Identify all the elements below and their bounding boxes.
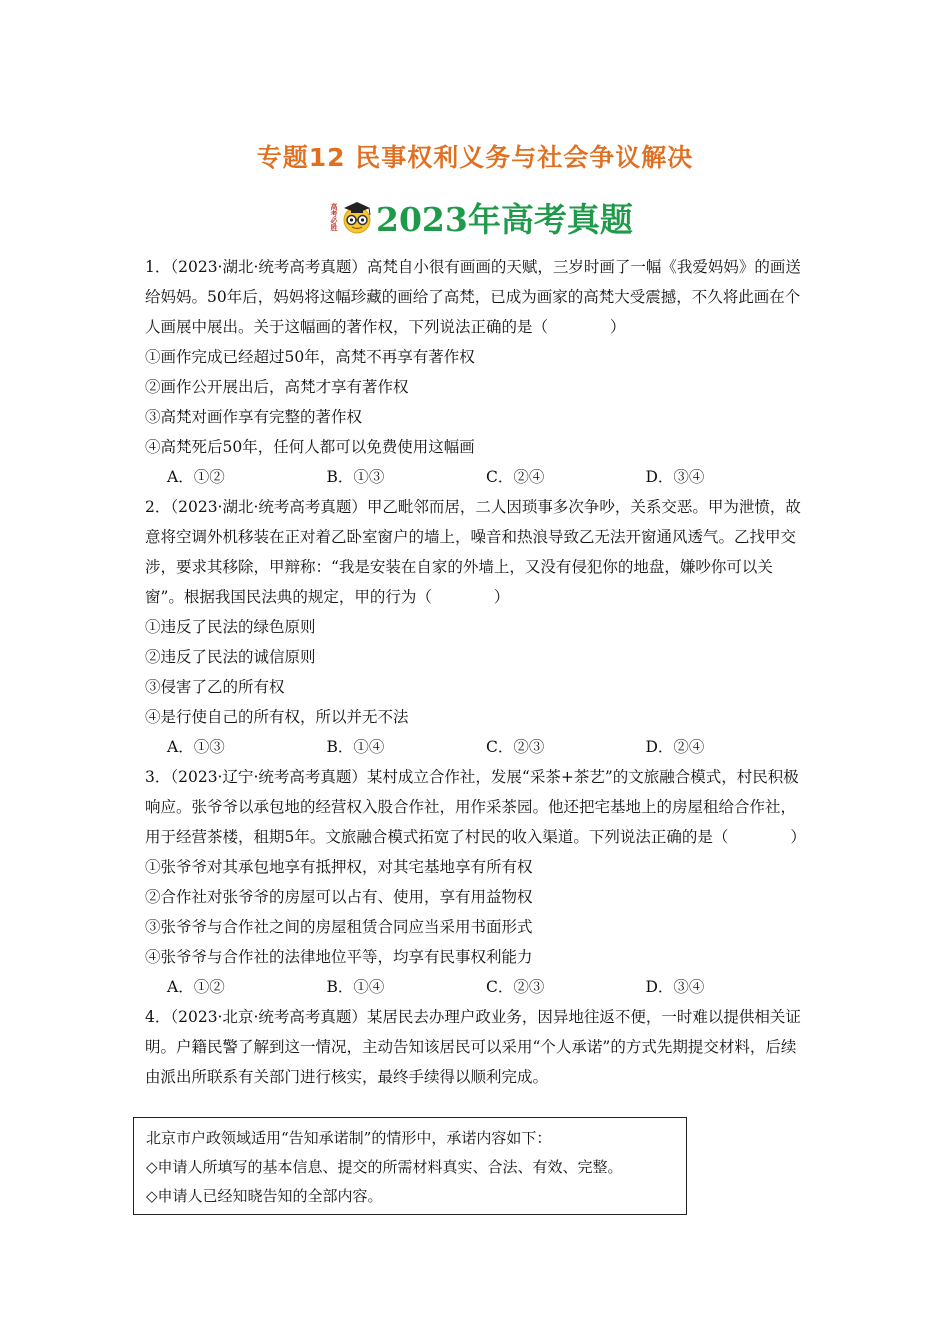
document-title: 专题12 民事权利义务与社会争议解决 bbox=[256, 143, 694, 172]
choice-a[interactable]: A．①② bbox=[167, 468, 225, 486]
statement-option: ④张爷爷与合作社的法律地位平等，均享有民事权利能力 bbox=[145, 948, 533, 966]
answer-choices bbox=[145, 732, 805, 762]
material-line: 北京市户政领域适用“告知承诺制”的情形中，承诺内容如下： bbox=[146, 1129, 552, 1147]
statement-option: ④是行使自己的所有权，所以并无不法 bbox=[145, 708, 409, 726]
statement-option: ③张爷爷与合作社之间的房屋租赁合同应当采用书面形式 bbox=[145, 918, 533, 936]
statement-option: ②违反了民法的诚信原则 bbox=[145, 648, 316, 666]
question-2 bbox=[145, 492, 805, 762]
question-3 bbox=[145, 762, 805, 1002]
graduate-emoji-icon bbox=[340, 199, 374, 235]
statement-option: ①违反了民法的绿色原则 bbox=[145, 618, 316, 636]
statement-option: ③侵害了乙的所有权 bbox=[145, 678, 285, 696]
section-badge: 高考必胜 bbox=[330, 203, 338, 231]
choice-d[interactable]: D．②④ bbox=[645, 738, 705, 756]
answer-choices bbox=[145, 462, 805, 492]
statement-option: ④高梵死后50年，任何人都可以免费使用这幅画 bbox=[145, 438, 475, 456]
statement-option: ①画作完成已经超过50年，高梵不再享有著作权 bbox=[145, 348, 475, 366]
statement-option: ②画作公开展出后，高梵才享有著作权 bbox=[145, 378, 409, 396]
question-4 bbox=[145, 1002, 805, 1092]
choice-b[interactable]: B．①③ bbox=[326, 468, 385, 486]
section-header bbox=[330, 192, 633, 242]
choice-b[interactable]: B．①④ bbox=[326, 978, 385, 996]
material-box bbox=[133, 1117, 687, 1215]
choice-c[interactable]: C．②③ bbox=[486, 978, 545, 996]
choice-a[interactable]: A．①② bbox=[167, 978, 225, 996]
question-stem: 1．（2023·湖北·统考高考真题）高梵自小很有画画的天赋，三岁时画了一幅《我爱妈妈》的画送给妈妈。50年后，妈妈将这幅珍藏的画给了高梵，已成为画家的高梵大受震撼，不久将此画在个人画展中展出。关于这幅画的著作权，下列说法正确的是（ ） bbox=[145, 258, 801, 336]
choice-c[interactable]: C．②③ bbox=[486, 738, 545, 756]
question-list bbox=[145, 252, 805, 1092]
question-stem: 3．（2023·辽宁·统考高考真题）某村成立合作社，发展“采茶+茶艺”的文旅融合模式，村民积极响应。张爷爷以承包地的经营权入股合作社，用作采茶园。他还把宅基地上的房屋租给合作社，用于经营茶楼，租期5年。文旅融合模式拓宽了村民的收入渠道。下列说法正确的是（ ） bbox=[145, 768, 806, 846]
choice-d[interactable]: D．③④ bbox=[645, 978, 705, 996]
choice-d[interactable]: D．③④ bbox=[645, 468, 705, 486]
section-title: 2023年高考真题 bbox=[376, 199, 633, 239]
choice-b[interactable]: B．①④ bbox=[326, 738, 385, 756]
statement-option: ②合作社对张爷爷的房屋可以占有、使用，享有用益物权 bbox=[145, 888, 533, 906]
question-1 bbox=[145, 252, 805, 492]
question-stem: 4．（2023·北京·统考高考真题）某居民去办理户政业务，因异地往返不便，一时难以提供相关证明。户籍民警了解到这一情况，主动告知该居民可以采用“个人承诺”的方式先期提交材料，后续由派出所联系有关部门进行核实，最终手续得以顺利完成。 bbox=[145, 1008, 801, 1086]
choice-c[interactable]: C．②④ bbox=[486, 468, 545, 486]
material-line: ◇申请人已经知晓告知的全部内容。 bbox=[146, 1187, 383, 1205]
choice-a[interactable]: A．①③ bbox=[167, 738, 225, 756]
answer-choices bbox=[145, 972, 805, 1002]
statement-option: ③高梵对画作享有完整的著作权 bbox=[145, 408, 363, 426]
statement-option: ①张爷爷对其承包地享有抵押权，对其宅基地享有所有权 bbox=[145, 858, 533, 876]
material-line: ◇申请人所填写的基本信息、提交的所需材料真实、合法、有效、完整。 bbox=[146, 1158, 623, 1176]
question-stem: 2．（2023·湖北·统考高考真题）甲乙毗邻而居，二人因琐事多次争吵，关系交恶。甲为泄愤，故意将空调外机移装在正对着乙卧室窗户的墙上，噪音和热浪导致乙无法开窗通风透气。乙找甲交涉，要求其移除，甲辩称：“我是安装在自家的外墙上，又没有侵犯你的地盘，嫌吵你可以关窗”。根据我国民法典的规定，甲的行为（ ） bbox=[145, 498, 801, 606]
